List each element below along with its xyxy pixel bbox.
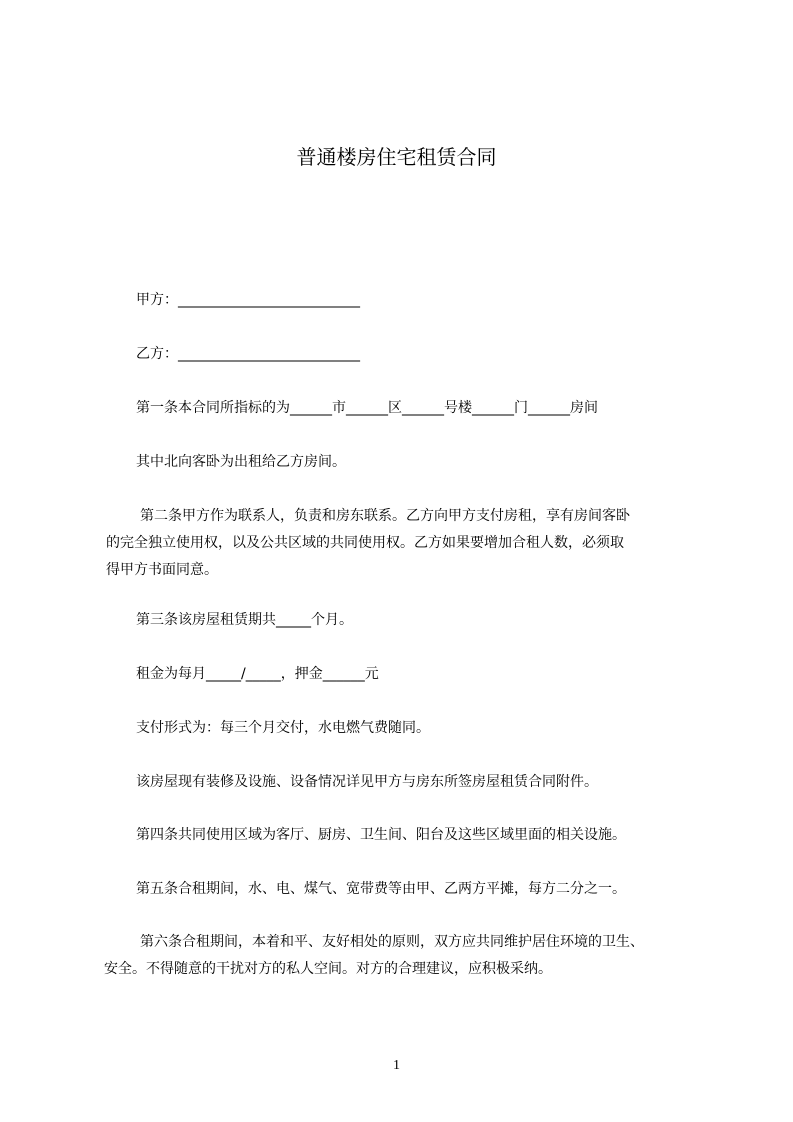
rent-line: 租金为每月_____/_____，押金______元 xyxy=(136,666,379,682)
article-1-line-1: 第一条本合同所指标的为______市______区______号楼______门______房间 xyxy=(136,400,598,416)
payment-line: 支付形式为：每三个月交付，水电燃气费随同。 xyxy=(136,720,430,736)
article-3-line: 第三条该房屋租赁期共_____个月。 xyxy=(136,612,353,628)
document-title: 普通楼房住宅租赁合同 xyxy=(296,145,497,169)
article-2-line-1: 第二条甲方作为联系人，负责和房东联系。乙方向甲方支付房租，享有房间客卧 xyxy=(140,508,630,524)
article-2-line-2: 的完全独立使用权，以及公共区域的共同使用权。乙方如果要增加合租人数，必须取 xyxy=(106,535,624,551)
page-number: 1 xyxy=(393,1058,400,1073)
article-2-line-3: 得甲方书面同意。 xyxy=(106,562,218,578)
party-b-line: 乙方：__________________________ xyxy=(136,346,360,362)
article-4-line: 第四条共同使用区域为客厅、厨房、卫生间、阳台及这些区域里面的相关设施。 xyxy=(136,827,626,843)
party-a-line: 甲方：__________________________ xyxy=(136,292,360,308)
facilities-line: 该房屋现有装修及设施、设备情况详见甲方与房东所签房屋租赁合同附件。 xyxy=(136,774,598,790)
article-6-line-2: 安全。不得随意的干扰对方的私人空间。对方的合理建议，应积极采纳。 xyxy=(104,961,552,977)
article-1-line-2: 其中北向客卧为出租给乙方房间。 xyxy=(136,454,346,470)
article-5-line: 第五条合租期间，水、电、煤气、宽带费等由甲、乙两方平摊，每方二分之一。 xyxy=(136,881,626,897)
article-6-line-1: 第六条合租期间，本着和平、友好相处的原则，双方应共同维护居住环境的卫生、 xyxy=(140,934,644,950)
